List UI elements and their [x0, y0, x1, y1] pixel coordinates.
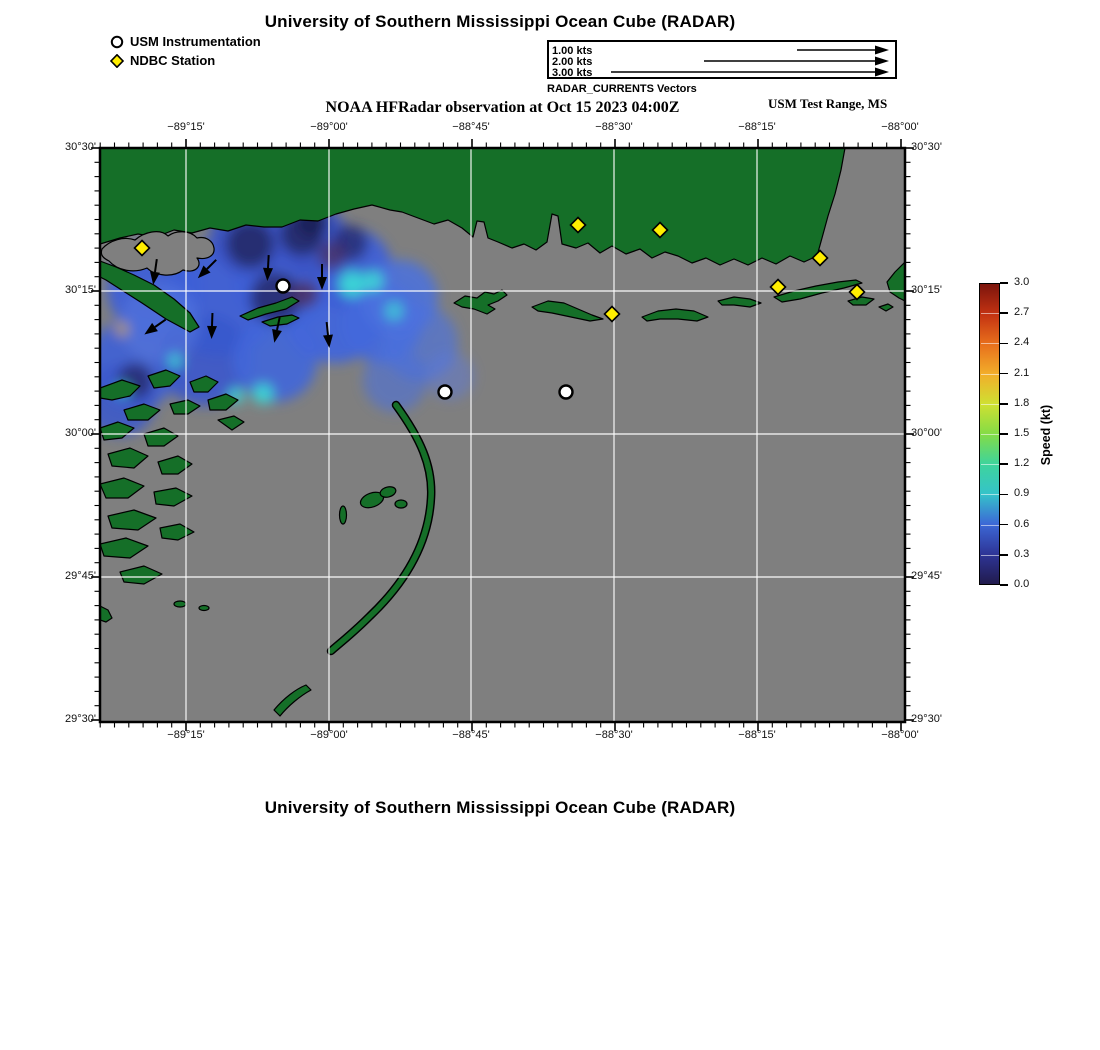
y-tick-label: 29°30' — [65, 713, 96, 725]
x-tick-label: −88°00' — [881, 121, 919, 133]
vector-scale-label: 2.00 kts — [552, 56, 593, 68]
colorbar-tick — [1000, 463, 1008, 465]
x-tick-label: −89°15' — [167, 121, 205, 133]
colorbar-tick-label: 1.8 — [1014, 396, 1030, 409]
colorbar-tick-label: 2.7 — [1014, 306, 1030, 319]
legend-label: USM Instrumentation — [130, 34, 261, 49]
colorbar-tick — [1000, 554, 1008, 556]
colorbar-tick-label: 3.0 — [1014, 276, 1030, 288]
colorbar-tick — [1000, 343, 1008, 345]
colorbar-tick — [1000, 494, 1008, 496]
colorbar-tick — [1000, 282, 1008, 284]
islet — [199, 606, 209, 611]
speed-blob — [253, 384, 273, 404]
y-tick-label: 30°30' — [65, 141, 96, 153]
vector-scale-label: 1.00 kts — [552, 45, 593, 57]
colorbar-tick-inner — [981, 404, 999, 405]
y-tick-label: 30°00' — [911, 427, 942, 439]
colorbar-tick-label: 1.2 — [1014, 457, 1030, 470]
x-tick-label: −89°00' — [310, 729, 348, 741]
x-tick-label: −89°00' — [310, 121, 348, 133]
colorbar-tick-inner — [981, 434, 999, 435]
x-tick-label: −88°15' — [738, 729, 776, 741]
range-label: USM Test Range, MS — [768, 96, 888, 111]
y-tick-label: 30°15' — [911, 284, 942, 296]
x-tick-label: −88°00' — [881, 729, 919, 741]
islet — [395, 500, 407, 508]
x-tick-label: −88°30' — [595, 121, 633, 133]
vector-scale-label: 3.00 kts — [552, 67, 593, 77]
current-vector-shaft — [268, 255, 269, 268]
vector-scale-caption: RADAR_CURRENTS Vectors — [547, 83, 697, 95]
colorbar-tick — [1000, 312, 1008, 314]
colorbar-tick-label: 0.9 — [1014, 487, 1030, 500]
speed-blob — [168, 354, 182, 368]
colorbar-tick — [1000, 524, 1008, 526]
y-tick-label: 30°15' — [65, 284, 96, 296]
colorbar-tick-inner — [981, 555, 999, 556]
y-tick-label: 30°00' — [65, 427, 96, 439]
speed-blob — [385, 302, 403, 320]
speed-blob — [339, 271, 365, 297]
colorbar-title: Speed (kt) — [1039, 404, 1053, 466]
colorbar-tick — [1000, 373, 1008, 375]
colorbar-tick-inner — [981, 494, 999, 495]
colorbar-tick-label: 1.5 — [1014, 427, 1030, 439]
observation-subtitle: NOAA HFRadar observation at Oct 15 2023 04:00Z — [325, 99, 680, 116]
islet — [340, 506, 347, 524]
current-vector-shaft — [327, 322, 328, 335]
colorbar-tick — [1000, 433, 1008, 435]
colorbar-tick-inner — [981, 343, 999, 344]
islet — [174, 601, 186, 607]
colorbar-tick-label: 2.1 — [1014, 366, 1030, 379]
usm-instrument-marker — [277, 280, 290, 293]
colorbar-tick-inner — [981, 525, 999, 526]
y-tick-label: 29°30' — [911, 713, 942, 725]
speed-blob — [115, 322, 129, 336]
colorbar-tick-inner — [981, 464, 999, 465]
usm-instrument-marker — [439, 386, 452, 399]
y-tick-label: 29°45' — [65, 570, 96, 582]
legend-label: NDBC Station — [130, 53, 216, 68]
colorbar-tick-label: 0.6 — [1014, 517, 1030, 530]
colorbar-tick-label: 0.0 — [1014, 578, 1030, 590]
colorbar-tick-label: 2.4 — [1014, 336, 1030, 349]
colorbar-tick-inner — [981, 313, 999, 314]
x-tick-label: −88°45' — [452, 121, 490, 133]
y-tick-label: 30°30' — [911, 141, 942, 153]
x-tick-label: −88°45' — [452, 729, 490, 741]
colorbar-tick — [1000, 584, 1008, 586]
page-title: University of Southern Mississippi Ocean Cube (RADAR) — [264, 12, 736, 31]
colorbar-tick-label: 0.3 — [1014, 547, 1030, 560]
x-tick-label: −88°30' — [595, 729, 633, 741]
usm-instrument-marker — [560, 386, 573, 399]
colorbar-tick-inner — [981, 374, 999, 375]
speed-blob — [363, 271, 383, 291]
bottom-title: University of Southern Mississippi Ocean Cube (RADAR) — [264, 798, 736, 817]
y-tick-label: 29°45' — [911, 570, 942, 582]
colorbar-tick — [1000, 403, 1008, 405]
x-tick-label: −88°15' — [738, 121, 776, 133]
x-tick-label: −89°15' — [167, 729, 205, 741]
